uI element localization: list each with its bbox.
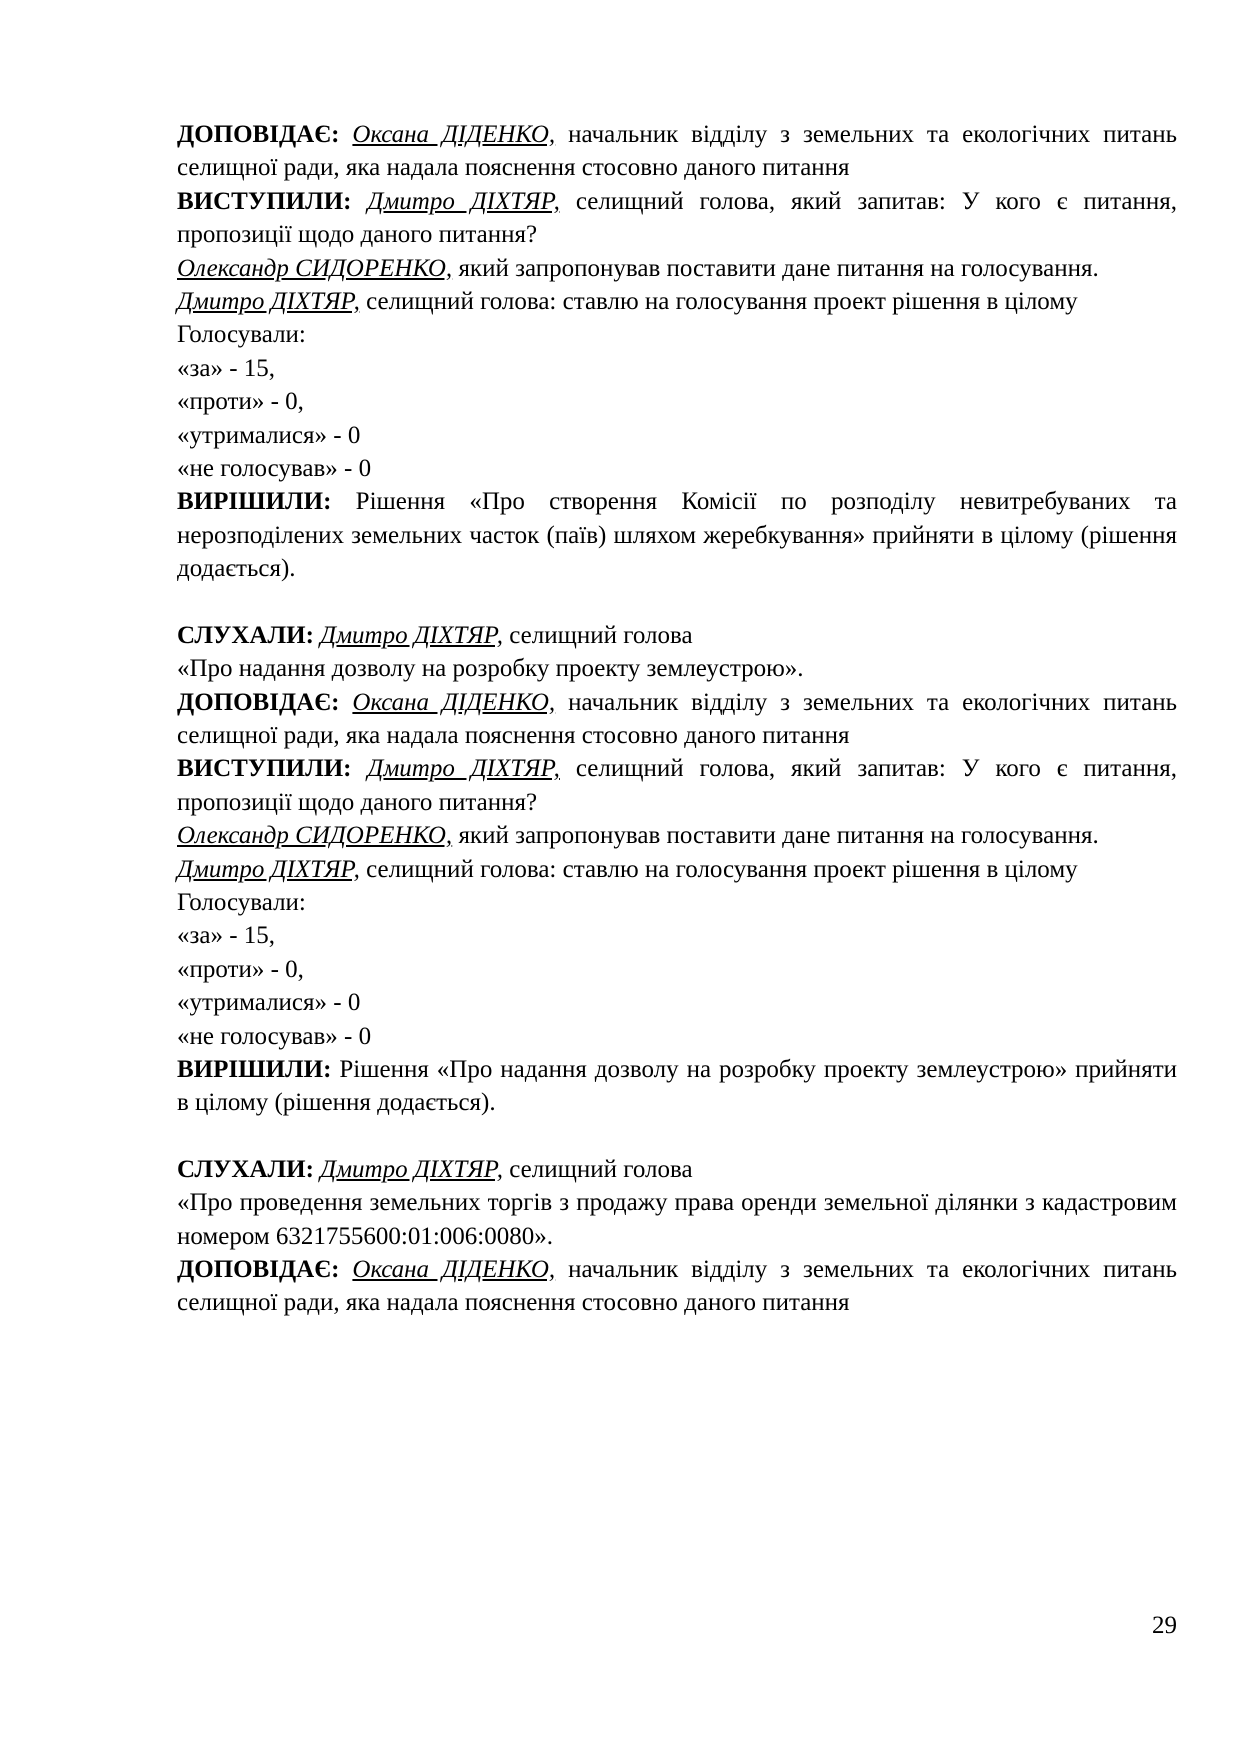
vote-call-text: селищний голова: ставлю на голосування проект рішення в цілому	[366, 288, 1078, 316]
document-body	[177, 118, 1177, 1320]
reporter-paragraph	[177, 1253, 1177, 1320]
proposal-paragraph	[177, 819, 1177, 852]
speaker-name: Дмитро ДІХТЯР,	[367, 187, 560, 215]
topic-paragraph: «Про проведення земельних торгів з продажу права оренди земельної ділянки з кадастровим номером 6321755600:01:006:0080».	[177, 1189, 1177, 1250]
reports-label: ДОПОВІДАЄ:	[177, 1256, 340, 1283]
reporter-name: Оксана ДІДЕНКО,	[352, 1256, 556, 1283]
chair-name: Дмитро ДІХТЯР,	[177, 855, 360, 883]
voting-title: Голосували:	[177, 888, 306, 916]
decided-label: ВИРІШИЛИ:	[177, 1055, 332, 1083]
reports-label: ДОПОВІДАЄ:	[177, 688, 340, 716]
decision-text: Рішення «Про надання дозволу на розробку проекту землеустрою» прийняти в цілому (рішення додається).	[177, 1055, 1177, 1117]
heard-label: СЛУХАЛИ:	[177, 1155, 314, 1183]
section-gap	[177, 1120, 1177, 1153]
topic-paragraph: «Про надання дозволу на розробку проекту землеустрою».	[177, 655, 804, 683]
heard-name: Дмитро ДІХТЯР,	[320, 1155, 503, 1183]
heard-title: селищний голова	[509, 1155, 693, 1183]
heard-label: СЛУХАЛИ:	[177, 621, 314, 649]
speakers-paragraph	[177, 752, 1177, 819]
proposal-text: який запропонував поставити дане питання на голосування.	[458, 254, 1099, 282]
decision-paragraph	[177, 1053, 1177, 1120]
proposer-name: Олександр СИДОРЕНКО,	[177, 822, 453, 850]
vote-against: «проти» - 0,	[177, 955, 304, 983]
heard-name: Дмитро ДІХТЯР,	[320, 621, 503, 649]
reporter-role: начальник відділу з земельних та екологічних питань селищної ради, яка надала пояснення стосовно даного питання	[177, 1256, 1178, 1317]
section-gap	[177, 586, 1177, 619]
reporter-role: начальник відділу з земельних та екологічних питань селищної ради, яка надала пояснення стосовно даного питання	[177, 688, 1178, 749]
vote-call-text: селищний голова: ставлю на голосування проект рішення в цілому	[366, 855, 1078, 883]
reporter-paragraph	[177, 118, 1177, 185]
heard-title: селищний голова	[509, 621, 693, 649]
proposal-text: який запропонував поставити дане питання на голосування.	[458, 822, 1099, 850]
vote-for: «за» - 15,	[177, 354, 276, 382]
reporter-name: Оксана ДІДЕНКО,	[352, 121, 556, 148]
vote-against: «проти» - 0,	[177, 388, 304, 416]
proposal-paragraph	[177, 252, 1177, 285]
voting-title: Голосували:	[177, 321, 306, 349]
page-number: 29	[1152, 1612, 1177, 1639]
vote-call-paragraph	[177, 285, 1177, 318]
speaker-name: Дмитро ДІХТЯР,	[367, 755, 560, 783]
vote-not-voted: «не голосував» - 0	[177, 455, 372, 483]
reporter-role: начальник відділу з земельних та екологічних питань селищної ради, яка надала пояснення стосовно даного питання	[177, 121, 1178, 182]
vote-for: «за» - 15,	[177, 922, 276, 950]
chair-name: Дмитро ДІХТЯР,	[177, 288, 360, 316]
speakers-paragraph	[177, 185, 1177, 252]
vote-call-paragraph	[177, 853, 1177, 886]
vote-not-voted: «не голосував» - 0	[177, 1022, 372, 1050]
vote-abstained: «утрималися» - 0	[177, 421, 361, 449]
reports-label: ДОПОВІДАЄ:	[177, 121, 340, 148]
speaker-question: селищний голова, який запитав: У кого є питання, пропозиції щодо даного питання?	[177, 187, 1178, 249]
decided-label: ВИРІШИЛИ:	[177, 488, 332, 516]
proposer-name: Олександр СИДОРЕНКО,	[177, 254, 453, 282]
spoke-label: ВИСТУПИЛИ:	[177, 187, 352, 215]
decision-paragraph	[177, 485, 1177, 585]
speaker-question: селищний голова, який запитав: У кого є питання, пропозиції щодо даного питання?	[177, 755, 1178, 816]
heard-paragraph	[177, 1153, 1177, 1186]
heard-paragraph	[177, 619, 1177, 652]
spoke-label: ВИСТУПИЛИ:	[177, 755, 352, 783]
decision-text: Рішення «Про створення Комісії по розподілу невитребуваних та нерозподілених земельних часток (паїв) шляхом жеребкування» прийняти в цілому (рішення додається).	[177, 488, 1178, 583]
vote-abstained: «утрималися» - 0	[177, 989, 361, 1017]
reporter-name: Оксана ДІДЕНКО,	[352, 688, 556, 716]
reporter-paragraph	[177, 686, 1177, 753]
